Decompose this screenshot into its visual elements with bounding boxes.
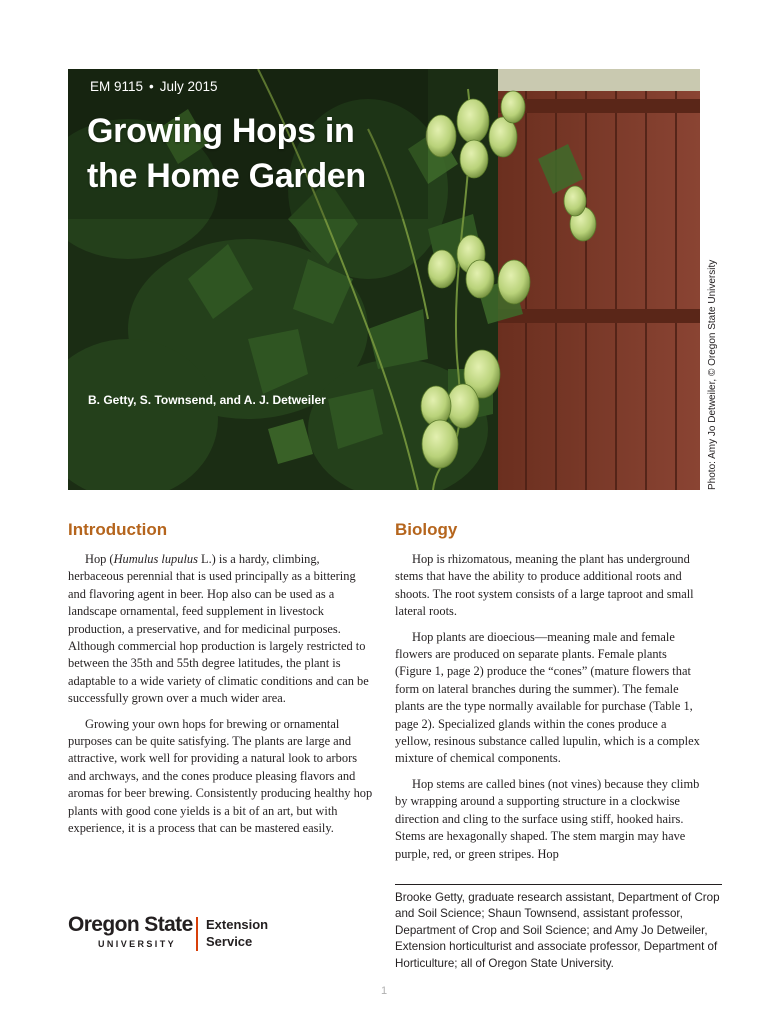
series-number: EM 9115 — [90, 79, 144, 94]
introduction-heading: Introduction — [68, 520, 168, 539]
introduction-section — [68, 518, 373, 846]
page-title — [87, 109, 366, 199]
introduction-paragraph-1 — [68, 551, 373, 708]
intro-p1-rest: L.) is a hardy, climbing, herbaceous perennial that is used principally as a bittering and flavoring agent in beer. Hop also can be used as a landscape ornamental, feed supplement in livestock production, a preservative, and for medicinal purposes. Although commercial hop production is largely restricted to between the 35th and 55th degree latitudes, the plant is adaptable to a wide variety of climatic conditions and can be successfully grown over a much wider area. — [68, 552, 369, 706]
page-number: 1 — [380, 985, 388, 997]
biology-paragraph-2: Hop plants are dioecious—meaning male and female flowers are produced on separate plants. Female plants (Figure 1, page 2) produce the “cones” (mature flowers that form on lateral branches during the summer). The female plants are the type normally available for purchase (Table 1, page 2). Specialized glands within the cones produce a yellow, resinous substance called lupulin, which is a complex mixture of chemical components. — [395, 629, 700, 766]
logo-name: Oregon State — [68, 913, 193, 936]
publication-info — [90, 79, 218, 94]
title-line-1: Growing Hops in — [87, 112, 355, 150]
publication-date: July 2015 — [159, 79, 218, 94]
biology-paragraph-3: Hop stems are called bines (not vines) because they climb by wrapping around a supporting structure in a clockwise direction and cling to the surface using stiff, hooked hairs. Stems are hexagonally shaped. The stem margin may have purple, red, or green stripes. Hop — [395, 776, 700, 861]
author-affiliations: Brooke Getty, graduate research assistant, Department of Crop and Soil Science; Shaun Townsend, assistant professor, Department of Crop and Soil Science; and Amy Jo Detweiler, Extension horticulturist and associate professor, Department of Horticulture; all of Oregon State University. — [395, 891, 720, 970]
logo-extension-service — [206, 916, 268, 950]
logo-divider — [196, 917, 198, 951]
intro-p1-start: Hop ( — [85, 552, 114, 566]
biology-paragraph-1: Hop is rhizomatous, meaning the plant has underground stems that have the ability to produce additional roots and shoots. The root system consists of a large taproot and small lateral roots. — [395, 552, 694, 619]
species-name: Humulus lupulus — [113, 552, 198, 566]
cover-photo — [68, 69, 700, 490]
authors: B. Getty, S. Townsend, and A. J. Detweiler — [88, 393, 326, 407]
introduction-paragraph-2: Growing your own hops for brewing or ornamental purposes can be quite satisfying. The plants are large and attractive, work well for providing a natural look to arbors and archways, and the cones produce pleasing flavors and aromas for beer brewing. Consistently producing healthy hop plants with good cone yields is a bit of an art, but with experience, it is a process that can be mastered easily. — [68, 716, 373, 836]
biology-heading: Biology — [395, 520, 458, 539]
title-line-2: the Home Garden — [87, 157, 366, 195]
footnote-divider — [395, 884, 722, 885]
logo-extension: Extension — [206, 917, 269, 932]
osu-extension-logo — [68, 913, 278, 955]
biology-section — [395, 518, 705, 871]
logo-university: UNIVERSITY — [98, 939, 177, 949]
logo-service: Service — [206, 934, 253, 949]
photo-credit-text: Photo: Amy Jo Detweiler, © Oregon State University — [707, 259, 718, 490]
separator-dot: • — [149, 79, 154, 94]
